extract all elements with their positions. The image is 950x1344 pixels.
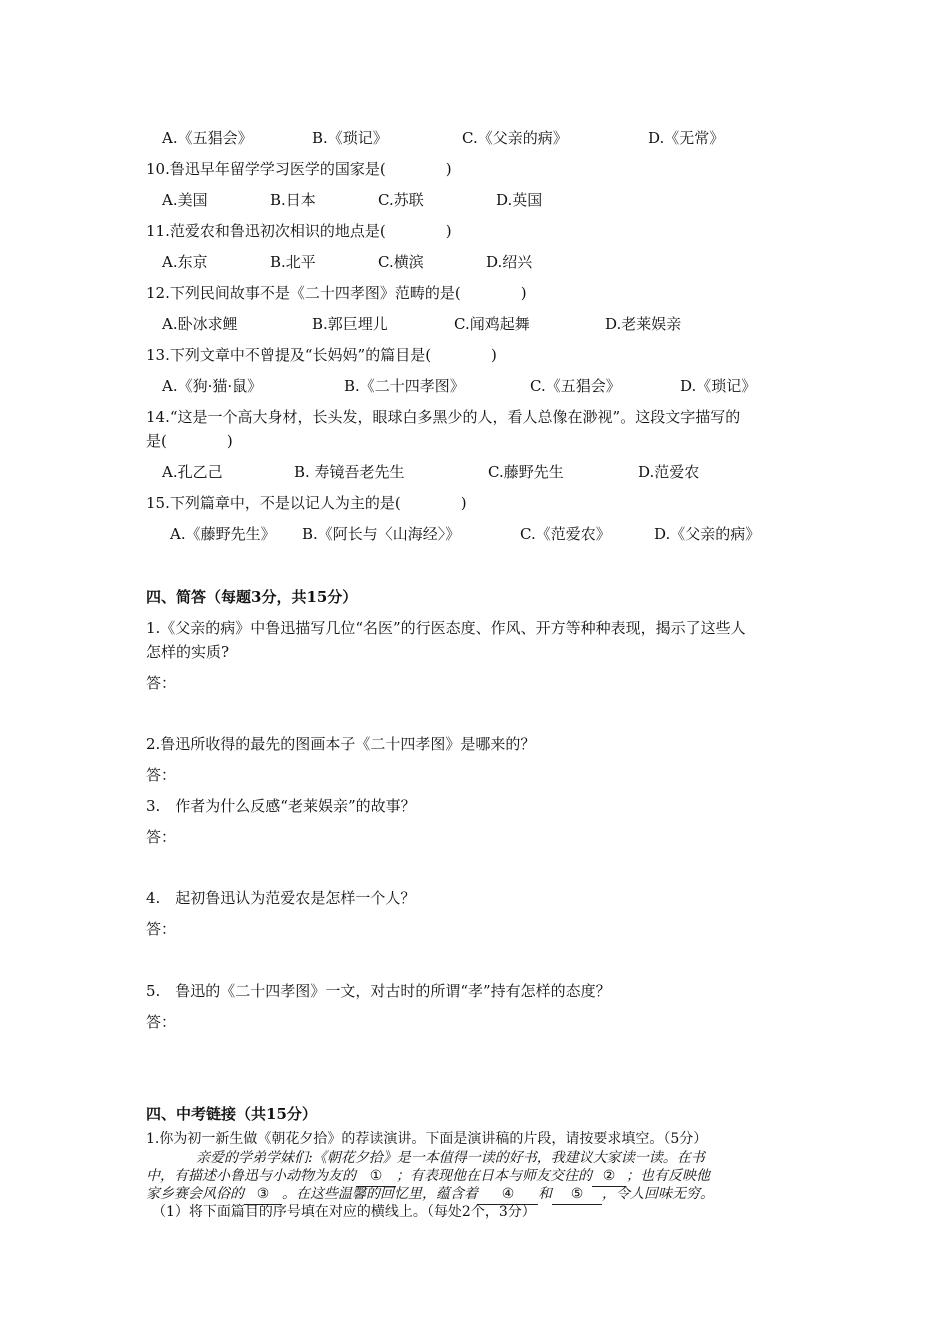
q10-option-d: D.英国 xyxy=(496,191,543,209)
el-sub1: （1）将下面篇目的序号填在对应的横线上。（每处2个，3分） xyxy=(152,1204,536,1220)
sa-q2-answer-label: 答： xyxy=(146,766,177,784)
blank-1: ① xyxy=(356,1166,396,1187)
sa-q1-line1: 1.《父亲的病》中鲁迅描写几位“名医”的行医态度、作风、开方等种种表现，揭示了这些人 xyxy=(146,619,746,637)
sa-q3-answer-label: 答： xyxy=(146,828,177,846)
el-passage-text: 中，有描述小鲁迅与小动物为友的 xyxy=(146,1168,356,1184)
sa-q3: 3. 作者为什么反感“老莱娱亲”的故事？ xyxy=(146,797,416,815)
q11-option-d: D.绍兴 xyxy=(486,253,533,271)
q13-option-b: B.《二十四孝图》 xyxy=(344,377,465,395)
sa-q1-answer-label: 答： xyxy=(146,674,177,692)
el-passage-text: 。在这些温馨的回忆里，蕴含着 xyxy=(282,1186,478,1202)
el-passage-text: ；有表现他在日本与师友交往的 xyxy=(396,1168,592,1184)
q13-option-a: A.《狗·猫·鼠》 xyxy=(162,377,263,395)
sa-q5-answer-label: 答： xyxy=(146,1013,177,1031)
sa-q2: 2.鲁迅所收得的最先的图画本子《二十四孝图》是哪来的？ xyxy=(146,735,536,753)
q15-option-d: D.《父亲的病》 xyxy=(654,525,761,543)
blank-2: ② xyxy=(592,1166,626,1187)
q12-option-b: B.郭巨埋儿 xyxy=(312,315,388,333)
blank-3: ③ xyxy=(244,1184,282,1205)
q9-option-d: D.《无常》 xyxy=(648,129,725,147)
q11-option-a: A.东京 xyxy=(162,253,208,271)
q13-option-d: D.《琐记》 xyxy=(680,377,757,395)
sa-q5: 5. 鲁迅的《二十四孝图》一文，对古时的所谓“孝”持有怎样的态度？ xyxy=(146,982,611,1000)
el-q1: 1.你为初一新生做《朝花夕拾》的荐读演讲。下面是演讲稿的片段，请按要求填空。（5分） xyxy=(146,1131,708,1147)
q10-option-c: C.苏联 xyxy=(378,191,424,209)
q13-option-c: C.《五猖会》 xyxy=(530,377,621,395)
q13-stem: 13.下列文章中不曾提及“长妈妈”的篇目是( ) xyxy=(146,346,497,364)
q10-stem: 10.鲁迅早年留学学习医学的国家是( ) xyxy=(146,160,452,178)
q9-option-c: C.《父亲的病》 xyxy=(462,129,568,147)
section-short-answer-title: 四、简答（每题3分，共15分） xyxy=(146,588,358,606)
q12-stem: 12.下列民间故事不是《二十四孝图》范畴的是( ) xyxy=(146,284,527,302)
q14-option-a: A.孔乙己 xyxy=(162,463,223,481)
q10-option-b: B.日本 xyxy=(270,191,316,209)
q12-option-a: A.卧冰求鲤 xyxy=(162,315,238,333)
section-exam-link-title: 四、中考链接（共15分） xyxy=(146,1105,317,1123)
q12-option-c: C.闻鸡起舞 xyxy=(454,315,530,333)
q14-option-d: D.范爱农 xyxy=(638,463,700,481)
sa-q1-line2: 怎样的实质? xyxy=(146,643,230,661)
el-passage-text: ，令人回味无穷。 xyxy=(602,1186,714,1202)
q9-option-b: B.《琐记》 xyxy=(312,129,388,147)
q14-option-c: C.藤野先生 xyxy=(488,463,564,481)
q14-stem-line1: 14.“这是一个高大身材，长头发，眼球白多黑少的人，看人总像在渺视”。这段文字描写的 xyxy=(146,408,741,426)
q15-option-a: A.《藤野先生》 xyxy=(170,525,276,543)
el-passage-line1: 亲爱的学弟学妹们:《朝花夕拾》是一本值得一读的好书，我建议大家读一读。在书 xyxy=(196,1150,705,1166)
el-passage-text: 和 xyxy=(538,1186,552,1202)
blank-4: ④ xyxy=(478,1184,538,1205)
q11-option-c: C.横滨 xyxy=(378,253,424,271)
q14-option-b: B. 寿镜吾老先生 xyxy=(294,463,405,481)
sa-q4-answer-label: 答： xyxy=(146,920,177,938)
el-passage-text: ；也有反映他 xyxy=(626,1168,710,1184)
q14-stem-line2: 是( ) xyxy=(146,432,233,450)
q15-option-b: B.《阿长与〈山海经〉》 xyxy=(302,525,461,543)
q9-option-a: A.《五猖会》 xyxy=(162,129,253,147)
sa-q4: 4. 起初鲁迅认为范爱农是怎样一个人？ xyxy=(146,889,416,907)
q11-stem: 11.范爱农和鲁迅初次相识的地点是( ) xyxy=(146,222,452,240)
el-passage-text: 家乡赛会风俗的 xyxy=(146,1186,244,1202)
q10-option-a: A.美国 xyxy=(162,191,208,209)
q15-option-c: C.《范爱农》 xyxy=(520,525,611,543)
blank-5: ⑤ xyxy=(552,1184,602,1205)
q11-option-b: B.北平 xyxy=(270,253,316,271)
q15-stem: 15.下列篇章中，不是以记人为主的是( ) xyxy=(146,494,467,512)
q12-option-d: D.老莱娱亲 xyxy=(605,315,682,333)
